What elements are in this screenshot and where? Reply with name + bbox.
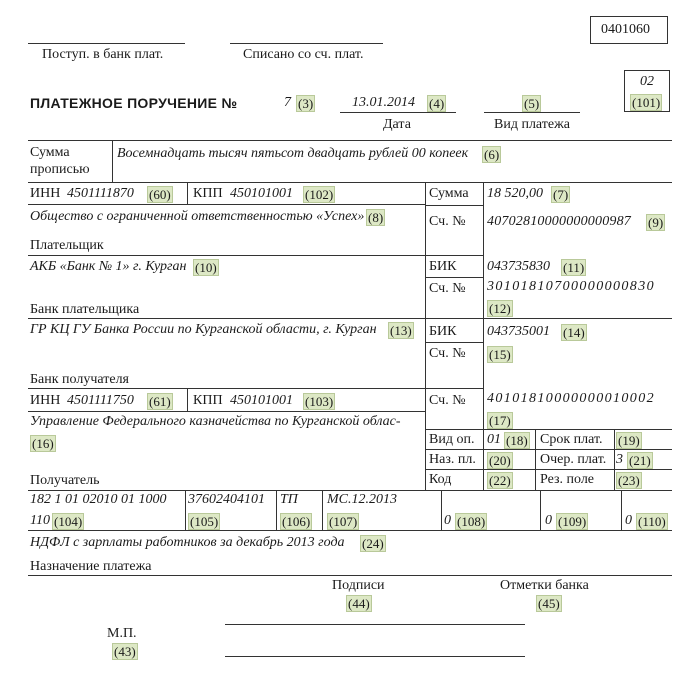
payee-bank-acc-badge: (15): [489, 347, 511, 362]
status-badge: (101): [632, 95, 661, 110]
grid-line: [28, 204, 425, 205]
tax-oktmo: 37602404101: [188, 492, 265, 507]
payee-kpp-label: КПП: [193, 393, 223, 408]
payee-bank-bik-label: БИК: [429, 324, 457, 339]
op-kod-badge: (22): [489, 473, 511, 488]
op-srok-badge: (19): [618, 433, 640, 448]
payee-bank-label: Банк получателя: [30, 372, 129, 387]
grid-vline: [187, 182, 188, 204]
payer-inn-badge: (60): [149, 187, 171, 202]
grid-line: [425, 342, 483, 343]
tax-kbk: 182 1 01 02010 01 1000: [30, 492, 167, 507]
payee-acc: 40101810000000010002: [487, 391, 655, 406]
payment-type-label: Вид платежа: [494, 117, 571, 132]
payee-name-badge: (16): [32, 436, 54, 451]
order-number: 7: [284, 95, 291, 110]
payer-account-badge: (9): [648, 215, 664, 230]
grid-vline: [483, 182, 484, 430]
payer-account: 40702810000000000987: [487, 214, 631, 229]
grid-vline: [540, 490, 541, 530]
grid-vline: [621, 490, 622, 530]
payer-kpp: 450101001: [230, 186, 293, 201]
tax-f109: 0: [545, 513, 552, 528]
op-rez-label: Рез. поле: [540, 472, 595, 487]
grid-vline: [187, 388, 188, 411]
grid-line: [425, 449, 672, 450]
purpose-value: НДФЛ с зарплаты работников за декабрь 2013 года: [30, 535, 345, 550]
order-date: 13.01.2014: [352, 95, 415, 110]
amount-words-label: Сумма: [30, 145, 70, 160]
purpose-badge: (24): [362, 536, 384, 551]
bank-marks-badge: (45): [538, 596, 560, 611]
date-line: [340, 112, 456, 113]
amount-words-top-line: [28, 140, 672, 141]
grid-vline: [322, 490, 323, 530]
tax-f110: 0: [625, 513, 632, 528]
op-ocher-badge: (21): [629, 453, 651, 468]
op-ocher-label: Очер. плат.: [540, 452, 607, 467]
payer-kpp-label: КПП: [193, 186, 223, 201]
payee-inn-label: ИНН: [30, 393, 61, 408]
amount-label: Сумма: [429, 186, 469, 201]
signature-line: [225, 656, 525, 657]
grid-vline: [185, 490, 186, 530]
signatures-label: Подписи: [332, 578, 385, 593]
tax-oktmo-badge: (105): [190, 514, 219, 529]
payee-bank-name: ГР КЦ ГУ Банка России по Курганской области, г. Курган: [30, 322, 377, 337]
bank-marks-label: Отметки банка: [500, 578, 589, 593]
grid-line: [28, 255, 483, 256]
tax-kbk-badge: (104): [54, 514, 83, 529]
payer-bank-acc-badge: (12): [489, 301, 511, 316]
mp-badge: (43): [114, 644, 136, 659]
tax-basis: ТП: [280, 492, 298, 507]
grid-line: [28, 182, 672, 183]
page-title: ПЛАТЕЖНОЕ ПОРУЧЕНИЕ №: [30, 95, 238, 111]
grid-line: [28, 318, 672, 319]
signature-line: [225, 624, 525, 625]
grid-vline: [535, 429, 536, 490]
op-vid: 01: [487, 432, 501, 447]
grid-line: [425, 469, 672, 470]
payer-bank-bik-label: БИК: [429, 259, 457, 274]
payee-bank-bik: 043735001: [487, 324, 550, 339]
op-naz-label: Наз. пл.: [429, 452, 476, 467]
payee-acc-badge: (17): [489, 413, 511, 428]
payer-kpp-badge: (102): [305, 187, 334, 202]
grid-line: [425, 277, 483, 278]
tax-f109-badge: (109): [558, 514, 587, 529]
op-vid-label: Вид оп.: [429, 432, 475, 447]
grid-line: [28, 575, 672, 576]
grid-line: [28, 388, 483, 389]
payer-bank-bik: 043735830: [487, 259, 550, 274]
payee-kpp-badge: (103): [305, 394, 334, 409]
order-number-badge: (3): [298, 96, 314, 111]
grid-line: [425, 429, 672, 430]
grid-line: [425, 205, 483, 206]
payee-bank-name-badge: (13): [390, 323, 412, 338]
tax-basis-badge: (106): [282, 514, 311, 529]
op-kod-label: Код: [429, 472, 452, 487]
payer-name-badge: (8): [368, 210, 384, 225]
grid-vline: [483, 429, 484, 490]
payer-name: Общество с ограниченной ответственностью «Успех»: [30, 209, 365, 224]
tax-f108: 0: [444, 513, 451, 528]
payer-bank-name: АКБ «Банк № 1» г. Курган: [30, 259, 187, 274]
payee-inn-badge: (61): [149, 394, 171, 409]
payee-inn: 4501111750: [67, 393, 134, 408]
amount-words-divider: [112, 140, 113, 182]
amount-badge: (7): [553, 187, 569, 202]
grid-vline: [614, 429, 615, 490]
op-ocher: 3: [616, 452, 623, 467]
op-srok-label: Срок плат.: [540, 432, 603, 447]
form-code: 0401060: [601, 22, 650, 37]
amount-words-label-2: прописью: [30, 162, 90, 177]
payment-type-badge: (5): [524, 96, 540, 111]
signatures-badge: (44): [348, 596, 370, 611]
payer-bank-bik-badge: (11): [563, 260, 585, 275]
payee-bank-acc-label: Сч. №: [429, 346, 466, 361]
grid-line: [28, 411, 425, 412]
order-date-badge: (4): [429, 96, 445, 111]
payment-type-line: [484, 112, 580, 113]
grid-vline: [441, 490, 442, 530]
op-rez-badge: (23): [618, 473, 640, 488]
debited-line: [230, 43, 383, 44]
payer-bank-acc: 30101810700000000830: [487, 279, 655, 294]
debited-label: Списано со сч. плат.: [243, 47, 364, 62]
payer-bank-label: Банк плательщика: [30, 302, 140, 317]
payer-bank-name-badge: (10): [195, 260, 217, 275]
amount-words-value: Восемнадцать тысяч пятьсот двадцать рублей 00 копеек: [117, 146, 469, 161]
purpose-label: Назначение платежа: [30, 559, 152, 574]
status-code: 02: [640, 74, 654, 89]
payer-account-label: Сч. №: [429, 214, 466, 229]
tax-period-badge: (107): [329, 514, 358, 529]
tax-f110-badge: (110): [638, 514, 666, 529]
received-label: Поступ. в банк плат.: [42, 47, 164, 62]
grid-vline: [276, 490, 277, 530]
payer-label: Плательщик: [30, 238, 104, 253]
amount-value: 18 520,00: [487, 186, 543, 201]
op-vid-badge: (18): [506, 433, 528, 448]
op-naz-badge: (20): [489, 453, 511, 468]
grid-line: [28, 530, 672, 531]
date-label: Дата: [383, 117, 411, 132]
payee-name: Управление Федерального казначейства по Курганской облас-: [30, 414, 401, 429]
tax-kbk-2: 110: [30, 513, 50, 528]
tax-period: МС.12.2013: [327, 492, 397, 507]
mp-label: М.П.: [107, 626, 137, 641]
grid-vline: [425, 182, 426, 490]
payer-inn-label: ИНН: [30, 186, 61, 201]
payee-label: Получатель: [30, 473, 100, 488]
payee-acc-label: Сч. №: [429, 393, 466, 408]
tax-f108-badge: (108): [457, 514, 486, 529]
grid-line: [28, 490, 672, 491]
received-line: [28, 43, 185, 44]
amount-words-badge: (6): [484, 147, 500, 162]
payer-inn: 4501111870: [67, 186, 134, 201]
payee-kpp: 450101001: [230, 393, 293, 408]
payee-bank-bik-badge: (14): [563, 325, 585, 340]
payer-bank-acc-label: Сч. №: [429, 281, 466, 296]
